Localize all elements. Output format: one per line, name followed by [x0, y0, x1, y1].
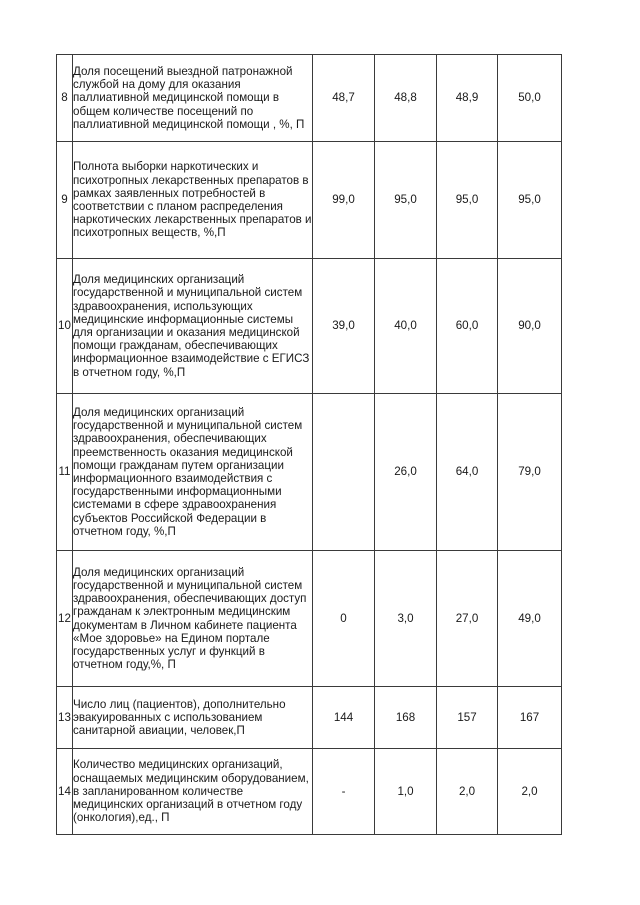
indicator-description: Полнота выборки наркотических и психотропных лекарственных препаратов в рамках заявленных потребностей в соответствии с планом распределения наркотических лекарственных препаратов и психотропных веществ, %,П — [73, 142, 313, 259]
value-col-1: 48,7 — [313, 55, 375, 142]
table-row — [57, 749, 562, 835]
value-col-2: 3,0 — [375, 551, 437, 687]
value-col-1: 144 — [313, 687, 375, 749]
value-col-1: 39,0 — [313, 259, 375, 394]
value-col-1: 99,0 — [313, 142, 375, 259]
table-row — [57, 394, 562, 551]
value-col-3: 27,0 — [437, 551, 498, 687]
value-col-2: 1,0 — [375, 749, 437, 835]
value-col-3: 60,0 — [437, 259, 498, 394]
row-number: 8 — [57, 55, 73, 142]
value-col-3: 2,0 — [437, 749, 498, 835]
indicator-description: Доля посещений выездной патронажной службой на дому для оказания паллиативной медицинской помощи в общем количестве посещений по паллиативной медицинской помощи , %, П — [73, 55, 313, 142]
indicator-description: Количество медицинских организаций, оснащаемых медицинским оборудованием, в запланированном количестве медицинских организаций в отчетном году (онкология),ед., П — [73, 749, 313, 835]
value-col-3: 95,0 — [437, 142, 498, 259]
indicator-description: Доля медицинских организаций государственной и муниципальной систем здравоохранения, обеспечивающих преемственность оказания медицинской помощи гражданам путем организации информационного взаимодействия с государственными информационными системами в сфере здравоохранения субъектов Российской Федерации в отчетном году, %,П — [73, 394, 313, 551]
value-col-3: 64,0 — [437, 394, 498, 551]
table-row — [57, 55, 562, 142]
table-row — [57, 259, 562, 394]
indicators-table — [56, 54, 562, 835]
table-row — [57, 142, 562, 259]
value-col-3: 157 — [437, 687, 498, 749]
value-col-4: 2,0 — [498, 749, 562, 835]
row-number: 10 — [57, 259, 73, 394]
value-col-2: 40,0 — [375, 259, 437, 394]
value-col-4: 50,0 — [498, 55, 562, 142]
value-col-2: 48,8 — [375, 55, 437, 142]
row-number: 12 — [57, 551, 73, 687]
indicator-description: Число лиц (пациентов), дополнительно эвакуированных с использованием санитарной авиации, человек,П — [73, 687, 313, 749]
value-col-3: 48,9 — [437, 55, 498, 142]
value-col-4: 95,0 — [498, 142, 562, 259]
row-number: 14 — [57, 749, 73, 835]
value-col-1 — [313, 394, 375, 551]
value-col-2: 168 — [375, 687, 437, 749]
row-number: 9 — [57, 142, 73, 259]
table-row — [57, 551, 562, 687]
value-col-4: 90,0 — [498, 259, 562, 394]
row-number: 13 — [57, 687, 73, 749]
value-col-4: 79,0 — [498, 394, 562, 551]
value-col-4: 167 — [498, 687, 562, 749]
value-col-4: 49,0 — [498, 551, 562, 687]
row-number: 11 — [57, 394, 73, 551]
value-col-1: 0 — [313, 551, 375, 687]
value-col-2: 26,0 — [375, 394, 437, 551]
value-col-2: 95,0 — [375, 142, 437, 259]
value-col-1: - — [313, 749, 375, 835]
table-row — [57, 687, 562, 749]
indicator-description: Доля медицинских организаций государственной и муниципальной систем здравоохранения, использующих медицинские информационные системы для организации и оказания медицинской помощи гражданам, обеспечивающих информационное взаимодействие с ЕГИСЗ в отчетном году, %,П — [73, 259, 313, 394]
indicator-description: Доля медицинских организаций государственной и муниципальной систем здравоохранения, обеспечивающих доступ гражданам к электронным медицинским документам в Личном кабинете пациента «Мое здоровье» на Едином портале государственных услуг и функций в отчетном году,%, П — [73, 551, 313, 687]
